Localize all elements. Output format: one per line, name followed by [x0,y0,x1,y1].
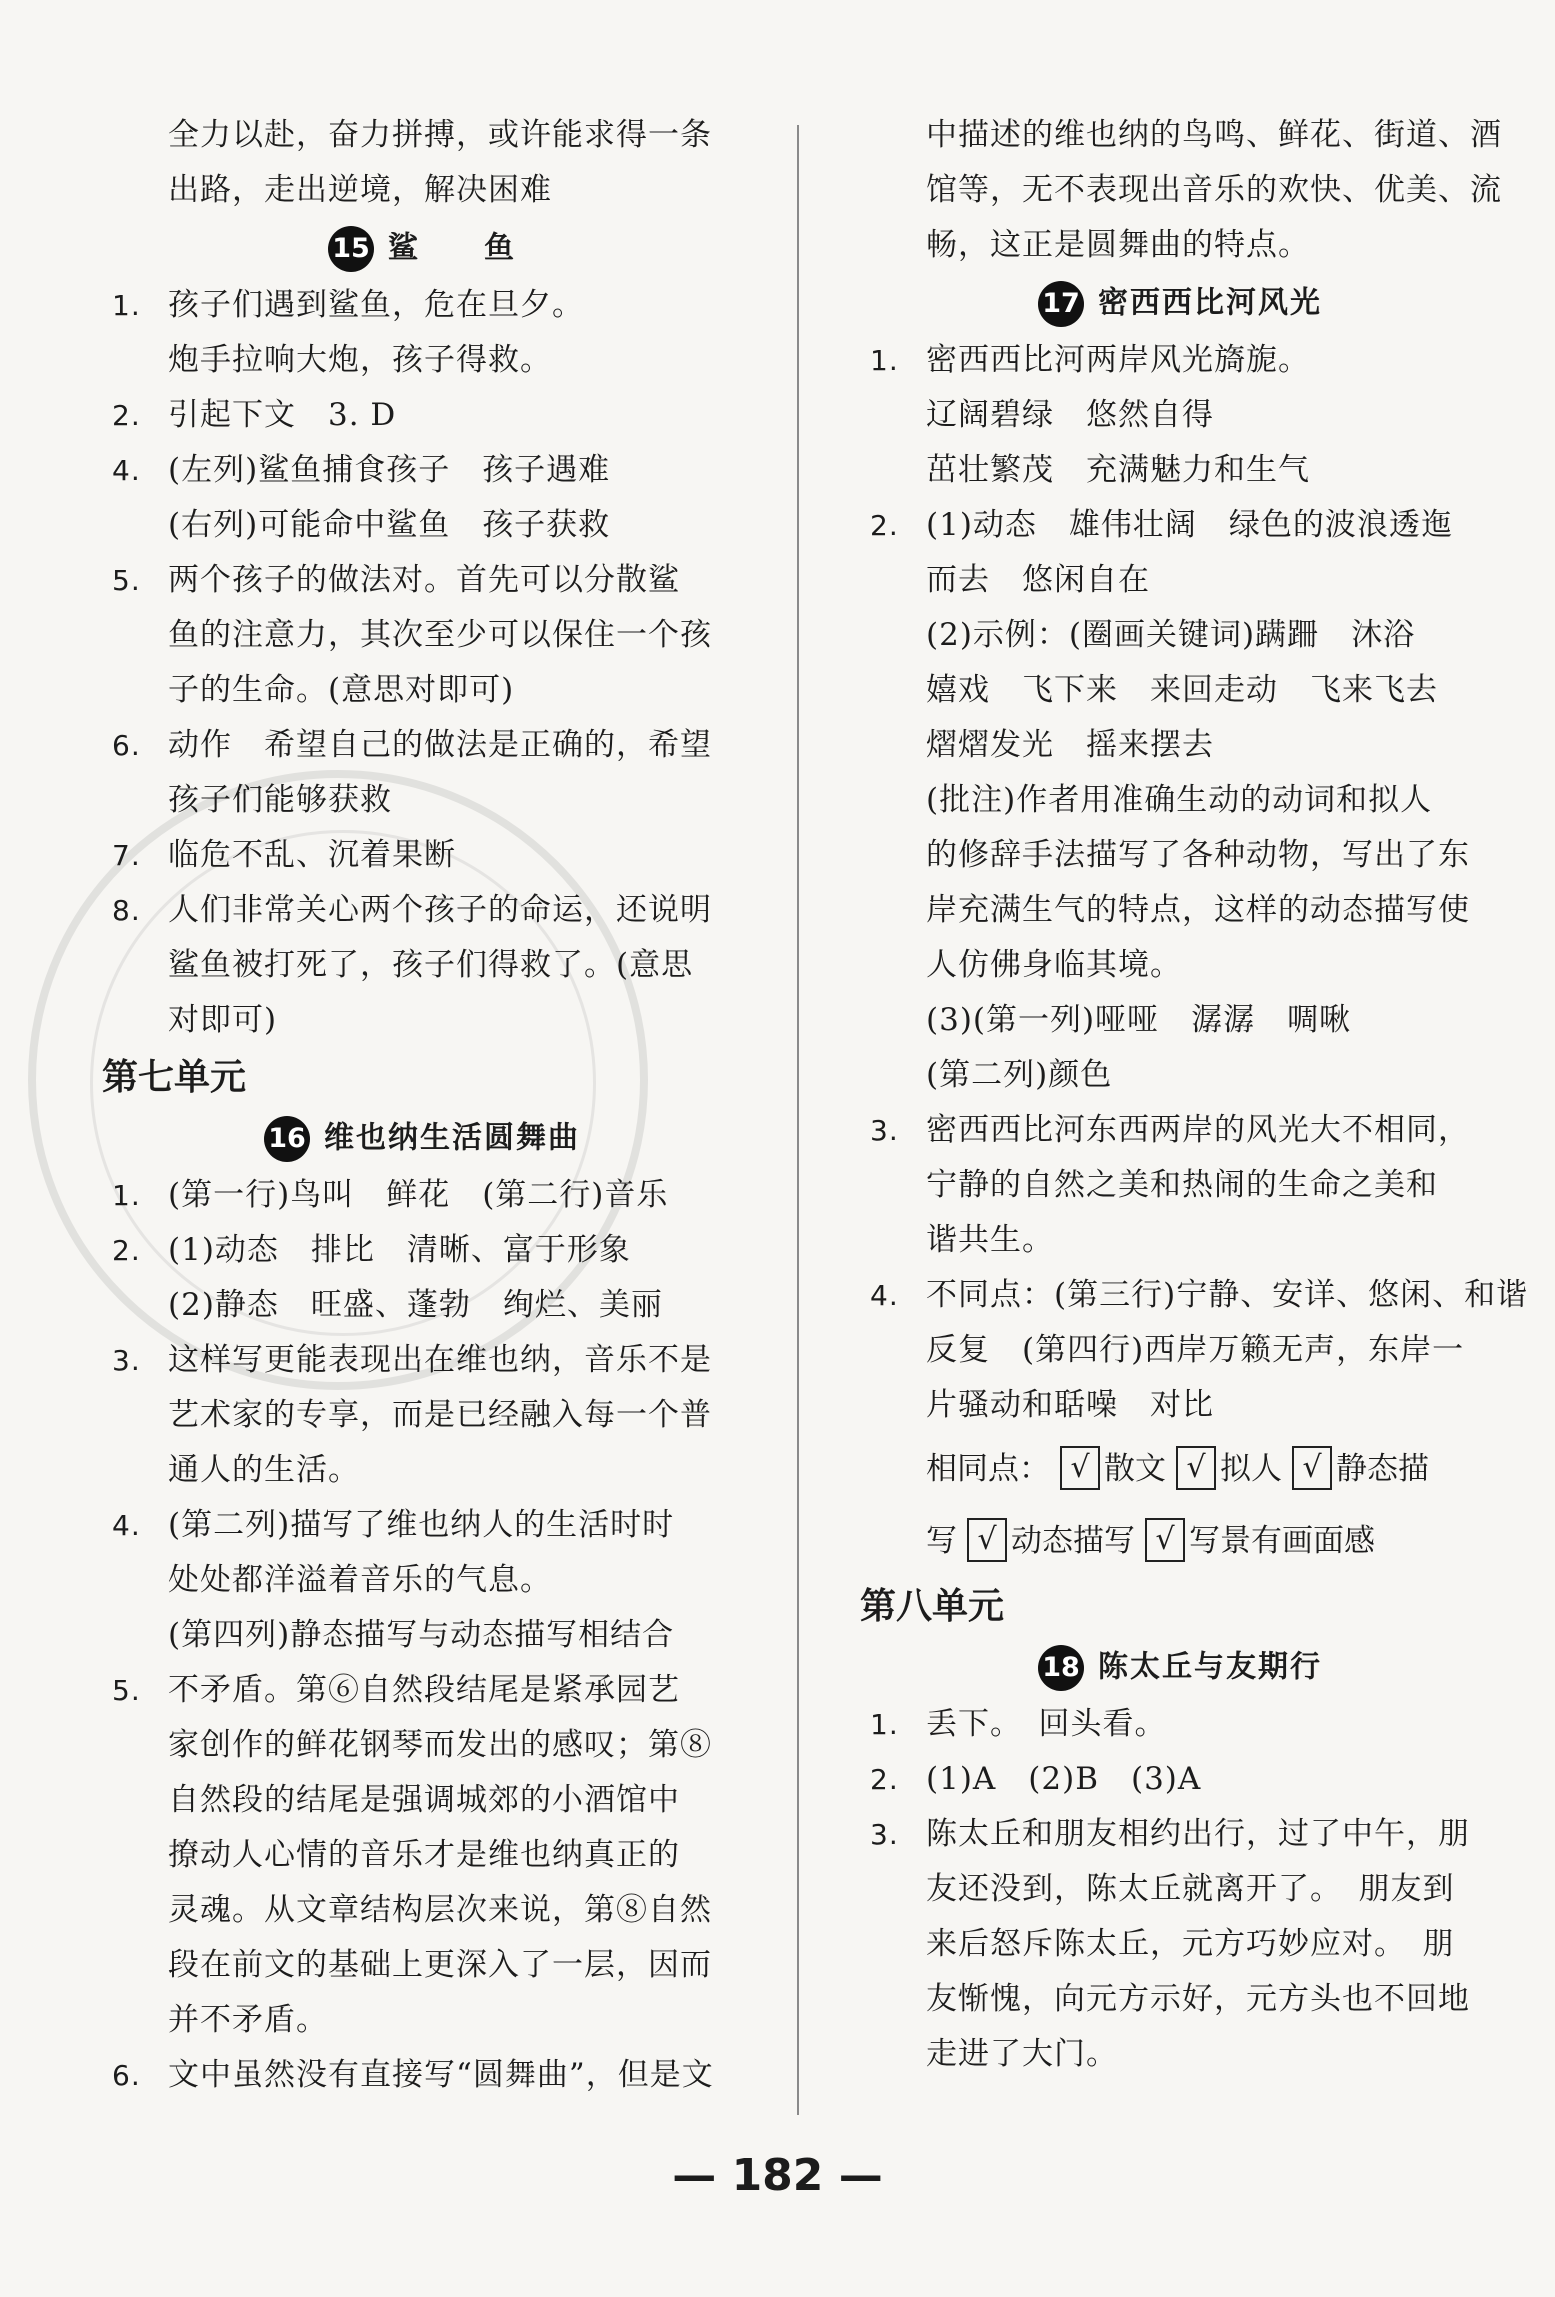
answer-line [870,333,1490,388]
question-number: 3. [112,1344,141,1377]
answer-text: 人仿佛身临其境。 [926,947,1182,983]
answer-line [112,1938,732,1993]
answer-line [112,2048,732,2103]
answer-line [112,938,732,993]
answer-text: 对即可) [168,1002,278,1038]
answer-line [112,1773,732,1828]
answer-text: 这样写更能表现出在维也纳，音乐不是 [168,1342,712,1378]
answer-line [870,1972,1490,2027]
answer-text: 引起下文 3. D [168,397,397,433]
checked-box: √ [1176,1446,1216,1490]
answer-text: 孩子们能够获救 [168,782,392,818]
answer-text: 陈太丘和朋友相约出行，过了中午，朋 [926,1816,1470,1852]
answer-text: 鲨鱼被打死了，孩子们得救了。(意思 [168,947,694,983]
answer-text: 出路，走出逆境，解决困难 [168,172,552,208]
answer-text: 畅，这正是圆舞曲的特点。 [926,227,1310,263]
answer-text: 艺术家的专享，而是已经融入每一个普 [168,1397,712,1433]
answer-text: 通人的生活。 [168,1452,360,1488]
checked-box: √ [1145,1518,1185,1562]
checkbox-label: 写景有画面感 [1189,1523,1375,1559]
lesson-heading [870,1637,1490,1697]
answer-text: (右列)可能命中鲨鱼 孩子获救 [168,507,611,543]
question-number: 1. [112,1179,141,1212]
answer-line [112,108,732,163]
lesson-number-badge: 15 [328,226,374,272]
answer-text: 炮手拉响大炮，孩子得救。 [168,342,552,378]
answer-line [112,1443,732,1498]
question-number: 2. [870,509,899,542]
answer-line [870,1917,1490,1972]
answer-line [870,498,1490,553]
answer-text: 临危不乱、沉着果断 [168,837,456,873]
answer-text: 熠熠发光 摇来摆去 [926,727,1214,763]
question-number: 6. [112,729,141,762]
answer-text: (3)(第一列)哑哑 潺潺 啁啾 [926,1002,1352,1038]
answer-text: 并不矛盾。 [168,2002,328,2038]
checkbox-label: 拟人 [1220,1451,1282,1487]
question-number: 3. [870,1114,899,1147]
question-number: 5. [112,1674,141,1707]
answer-line [112,993,732,1048]
checkbox-lead-text: 相同点： [926,1451,1050,1487]
question-number: 8. [112,894,141,927]
answer-line [870,218,1490,273]
answer-line [870,443,1490,498]
answer-text: 人们非常关心两个孩子的命运，还说明 [168,892,712,928]
answer-text: 的修辞手法描写了各种动物，写出了东 [926,837,1470,873]
checkbox-label: 散文 [1104,1451,1166,1487]
answer-line [112,1388,732,1443]
answer-text: 孩子们遇到鲨鱼，危在旦夕。 [168,287,584,323]
lesson-number-badge: 18 [1038,1645,1084,1691]
answer-line [112,828,732,883]
question-number: 7. [112,839,141,872]
answer-line [870,828,1490,883]
answer-text: 自然段的结尾是强调城郊的小酒馆中 [168,1782,680,1818]
answer-line [112,1553,732,1608]
answer-line [112,443,732,498]
lesson-title: 维也纳生活圆舞曲 [324,1120,580,1156]
answer-line [870,883,1490,938]
question-number: 2. [870,1763,899,1796]
answer-text: (第一行)鸟叫 鲜花 (第二行)音乐 [168,1177,669,1213]
answer-text: 灵魂。从文章结构层次来说，第⑧自然 [168,1892,712,1928]
answer-line [112,388,732,443]
answer-line [870,553,1490,608]
answer-line [112,163,732,218]
answer-text: 丢下。 回头看。 [926,1706,1167,1742]
answer-line [870,1752,1490,1807]
question-number: 5. [112,564,141,597]
lesson-title: 陈太丘与友期行 [1098,1649,1322,1685]
answer-line [112,1498,732,1553]
answer-text: (1)A (2)B (3)A [926,1761,1202,1797]
lesson-number-badge: 16 [264,1116,310,1162]
unit-heading: 第八单元 [860,1586,1005,1627]
answer-text: (第二列)描写了维也纳人的生活时时 [168,1507,675,1543]
answer-text: 片骚动和聒噪 对比 [926,1387,1214,1423]
answer-text: 嬉戏 飞下来 来回走动 飞来飞去 [926,672,1438,708]
checkbox-line [870,1433,1490,1505]
answer-text: 中描述的维也纳的鸟鸣、鲜花、街道、酒 [926,117,1502,153]
answer-line [112,553,732,608]
answer-line [870,1103,1490,1158]
answer-line [112,1278,732,1333]
answer-text: 子的生命。(意思对即可) [168,672,515,708]
checkbox-lead-text: 写 [926,1523,957,1559]
answer-text: 全力以赴，奋力拼搏，或许能求得一条 [168,117,712,153]
answer-line [870,773,1490,828]
answer-line [870,1378,1490,1433]
question-number: 4. [112,454,141,487]
answer-line [112,1168,732,1223]
answer-line [870,163,1502,218]
answer-text: 茁壮繁茂 充满魅力和生气 [926,452,1310,488]
answer-text: 谐共生。 [926,1222,1054,1258]
answer-line [112,663,732,718]
answer-line [112,498,732,553]
checkbox-line [870,1505,1490,1577]
answer-text: (1)动态 雄伟壮阔 绿色的波浪透迤 [926,507,1453,543]
answer-text: (2)静态 旺盛、蓬勃 绚烂、美丽 [168,1287,663,1323]
answer-text: (第四列)静态描写与动态描写相结合 [168,1617,675,1653]
answer-text: 岸充满生气的特点，这样的动态描写使 [926,892,1470,928]
answer-text: 友还没到，陈太丘就离开了。 朋友到 [926,1871,1455,1907]
answer-line [870,608,1490,663]
answer-line [870,1862,1490,1917]
question-number: 1. [870,344,899,377]
answer-line [112,773,732,828]
question-number: 2. [112,1234,141,1267]
left-column [102,108,732,2103]
question-number: 4. [870,1279,899,1312]
answer-line [112,608,732,663]
answer-text: 馆等，无不表现出音乐的欢快、优美、流 [926,172,1502,208]
answer-text: 而去 悠闲自在 [926,562,1150,598]
answer-line [112,1608,732,1663]
answer-line [112,1663,732,1718]
answer-line [870,938,1490,993]
answer-line [870,1213,1490,1268]
answer-text: 宁静的自然之美和热闹的生命之美和 [926,1167,1438,1203]
question-number: 3. [870,1818,899,1851]
answer-line [870,108,1502,163]
answer-text: 辽阔碧绿 悠然自得 [926,397,1214,433]
lesson-number-badge: 17 [1038,281,1084,327]
answer-text: 撩动人心情的音乐才是维也纳真正的 [168,1837,680,1873]
lesson-heading [112,218,732,278]
question-number: 1. [870,1708,899,1741]
answer-line [870,2027,1490,2082]
answer-text: 反复 (第四行)西岸万籁无声，东岸一 [926,1332,1465,1368]
answer-line [112,1333,732,1388]
answer-text: 来后怒斥陈太丘，元方巧妙应对。 朋 [926,1926,1455,1962]
lesson-title: 密西西比河风光 [1098,285,1322,321]
lesson-heading [870,273,1490,333]
answer-line [870,1807,1490,1862]
answer-text: 不同点：(第三行)宁静、安详、悠闲、和谐 [926,1277,1529,1313]
answer-text: 不矛盾。第⑥自然段结尾是紧承园艺 [168,1672,680,1708]
answer-text: (第二列)颜色 [926,1057,1113,1093]
answer-text: 处处都洋溢着音乐的气息。 [168,1562,552,1598]
answer-line [112,1883,732,1938]
answer-line [112,883,732,938]
lesson-title: 鲨 鱼 [388,230,516,266]
answer-text: 两个孩子的做法对。首先可以分散鲨 [168,562,680,598]
answer-line [870,1048,1490,1103]
answer-line [112,718,732,773]
unit-heading: 第七单元 [102,1057,247,1098]
answer-text: (批注)作者用准确生动的动词和拟人 [926,782,1433,818]
question-number: 4. [112,1509,141,1542]
lesson-heading [112,1108,732,1168]
answer-line [112,333,732,388]
question-number: 1. [112,289,141,322]
right-column [860,108,1529,2082]
page-number: — 182 — [672,2150,883,2201]
question-number: 6. [112,2059,141,2092]
answer-line [870,1697,1490,1752]
answer-text: 动作 希望自己的做法是正确的，希望 [168,727,712,763]
checkbox-label: 静态描 [1336,1451,1429,1487]
answer-line [112,1223,732,1278]
answer-text: 友惭愧，向元方示好，元方头也不回地 [926,1981,1470,2017]
answer-text: 鱼的注意力，其次至少可以保住一个孩 [168,617,712,653]
answer-text: 密西西比河两岸风光旖旎。 [926,342,1310,378]
answer-text: 段在前文的基础上更深入了一层，因而 [168,1947,712,1983]
answer-text: 密西西比河东西两岸的风光大不相同， [926,1112,1470,1148]
answer-line [112,1718,732,1773]
answer-line [870,388,1490,443]
answer-text: (1)动态 排比 清晰、富于形象 [168,1232,631,1268]
answer-text: 文中虽然没有直接写“圆舞曲”，但是文 [168,2057,714,2093]
question-number: 2. [112,399,141,432]
column-divider [797,125,799,2115]
page-number-value: 182 [731,2150,824,2201]
answer-line [112,278,732,333]
checked-box: √ [967,1518,1007,1562]
answer-text: (2)示例：(圈画关键词)蹒跚 沐浴 [926,617,1416,653]
checkbox-label: 动态描写 [1011,1523,1135,1559]
answer-line [112,1828,732,1883]
answer-text: (左列)鲨鱼捕食孩子 孩子遇难 [168,452,611,488]
checked-box: √ [1060,1446,1100,1490]
answer-line [870,1323,1490,1378]
checked-box: √ [1292,1446,1332,1490]
answer-line [870,1158,1490,1213]
answer-text: 家创作的鲜花钢琴而发出的感叹；第⑧ [168,1727,712,1763]
answer-text: 走进了大门。 [926,2036,1118,2072]
answer-line [870,1268,1529,1323]
answer-line [870,663,1490,718]
answer-line [112,1993,732,2048]
answer-line [870,718,1490,773]
answer-line [870,993,1490,1048]
